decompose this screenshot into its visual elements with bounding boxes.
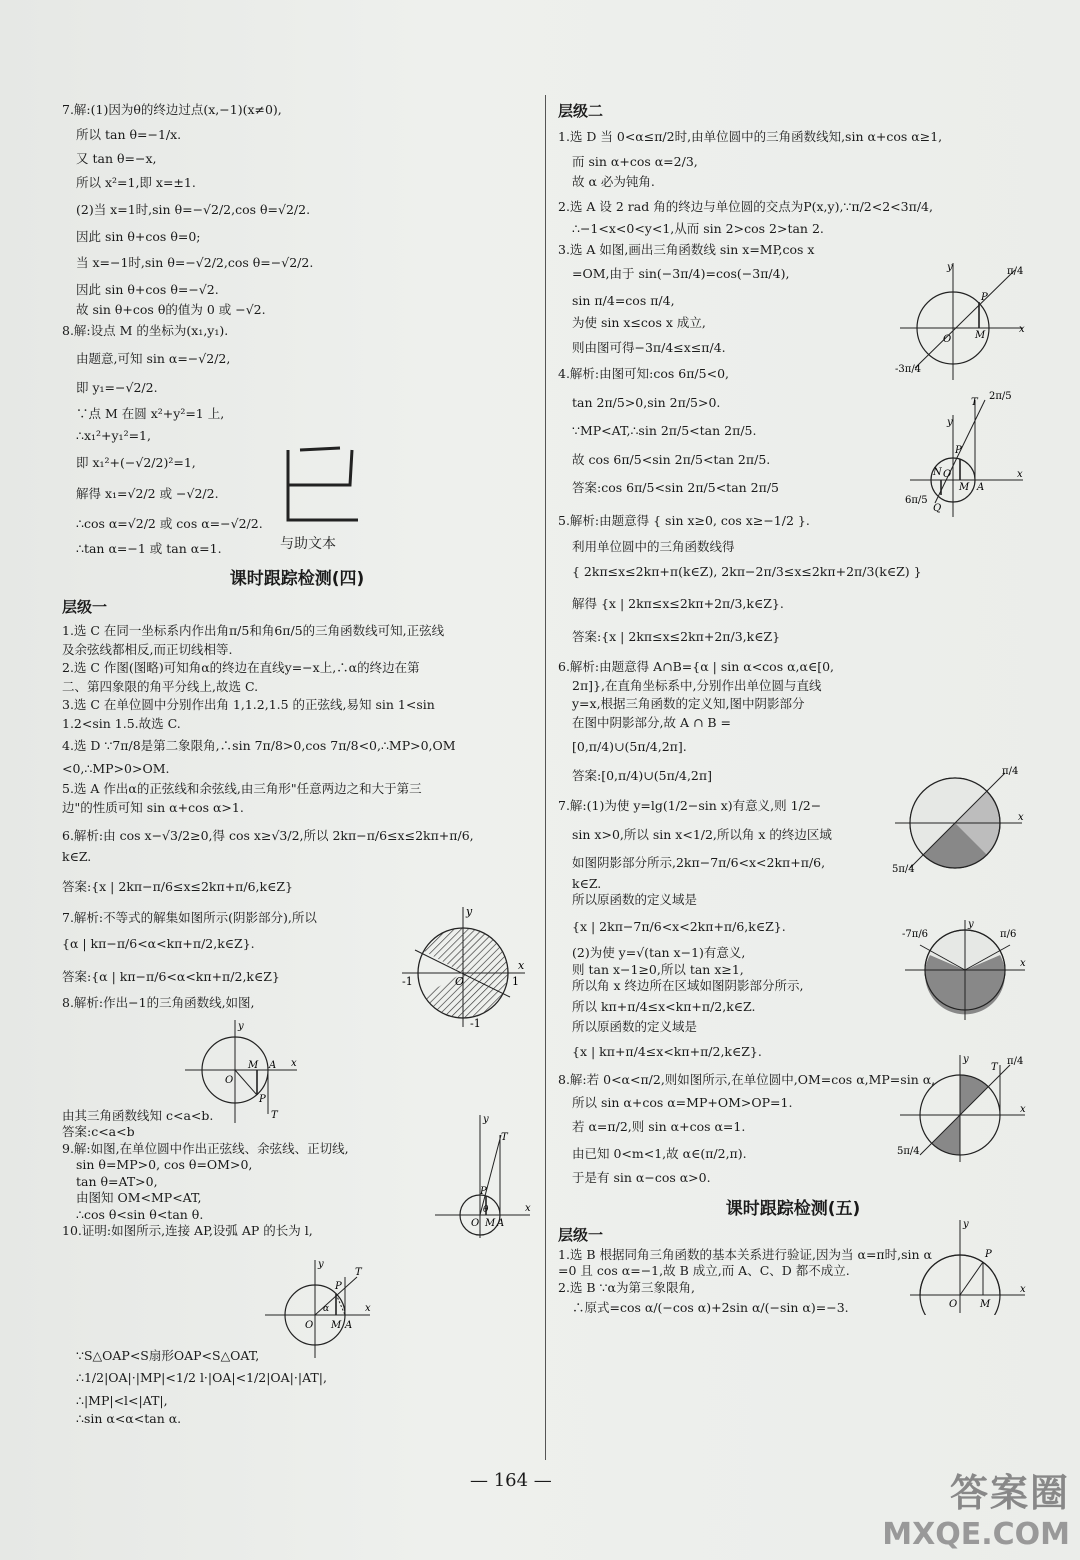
proof-conclusion <box>62 1347 532 1426</box>
text-line: 2.选 C 作图(图略)可知角α的终边在直线y=−x上,∴α的终边在第 <box>62 660 420 675</box>
text-line: sin π/4=cos π/4, <box>572 292 675 308</box>
point-Q: Q <box>933 503 942 514</box>
text-line: 2.选 A 设 2 rad 角的终边与单位圆的交点为P(x,y),∵π/2<2<3π/4, <box>558 198 933 214</box>
text-line: y=x,根据三角函数的定义知,图中阴影部分 <box>572 696 805 711</box>
x-axis-label: x <box>1020 1284 1026 1295</box>
text-line: 答案:c<a<b <box>62 1124 135 1139</box>
angle-label: -7π/6 <box>902 929 929 940</box>
text-line: 1.选 B 根据同角三角函数的基本关系进行验证,因为当 α=π时,sin α <box>558 1246 932 1262</box>
text-line: {x | kπ+π/4≤x<kπ+π/2,k∈Z}. <box>572 1043 762 1059</box>
figure-hatched-unit-circle <box>400 905 530 1030</box>
text-line: ∴cos α=√2/2 或 cos α=−√2/2. <box>76 516 263 531</box>
text-line: 7.解析:不等式的解集如图所示(阴影部分),所以 <box>62 909 317 925</box>
angle-label: π/4 <box>1007 1056 1024 1067</box>
text-line: 解得 x₁=√2/2 或 −√2/2. <box>76 485 219 501</box>
x-axis-label: x <box>1019 324 1025 335</box>
y-axis-label: y <box>963 1054 969 1065</box>
figure-unit-circle-p9 <box>435 1110 535 1240</box>
origin-label: O <box>455 975 465 988</box>
angle-label: π/4 <box>1007 266 1024 277</box>
text-line: 故 α 必为钝角. <box>572 174 655 189</box>
text-line: 即 y₁=−√2/2. <box>76 379 158 395</box>
text-line: 所以原函数的定义域是 <box>572 892 698 907</box>
point-T: T <box>991 1062 998 1073</box>
watermark <box>882 1462 1070 1552</box>
origin-label: O <box>305 1320 314 1331</box>
point-A: A <box>345 1320 353 1331</box>
angle-alpha: α <box>323 1304 330 1314</box>
angle-label: -3π/4 <box>895 364 922 375</box>
origin-label: O <box>225 1075 234 1086</box>
text-line: 3.选 C 在单位圆中分别作出角 1,1.2,1.5 的正弦线,易知 sin 1<sin <box>62 697 435 712</box>
point-N: N <box>933 467 942 478</box>
axis-label: -1 <box>402 975 413 988</box>
text-line: 9.解:如图,在单位圆中作出正弦线、余弦线、正切线, <box>62 1140 349 1156</box>
angle-theta: θ <box>483 1205 489 1215</box>
point-A: A <box>269 1060 277 1071</box>
text-line: ∴原式=cos α/(−cos α)+2sin α/(−sin α)=−3. <box>572 1300 849 1315</box>
handwriting-scribble <box>270 440 380 550</box>
x-axis-label: x <box>1020 958 1026 969</box>
text-line: sin θ=MP>0, cos θ=OM>0, <box>76 1157 253 1172</box>
x-axis-label: x <box>525 1203 531 1214</box>
x-axis-label: x <box>1018 812 1024 823</box>
point-P: P <box>985 1249 992 1260</box>
point-T: T <box>971 397 978 408</box>
text-line: 2.选 B ∵α为第三象限角, <box>558 1279 695 1295</box>
watermark-brand: 答案圈 <box>949 1471 1070 1515</box>
figure-unit-circle-p8 <box>185 1020 305 1125</box>
text-line: 答案:{x | 2kπ≤x≤2kπ+2π/3,k∈Z} <box>572 628 781 644</box>
text-line: {α | kπ−π/6<α<kπ+π/2,k∈Z}. <box>62 936 255 951</box>
text-line: =0 且 cos α=−1,故 B 成立,而 A、C、D 都不成立. <box>558 1263 850 1278</box>
handwriting-text: 与助文本 <box>280 536 336 550</box>
angle-label: π/4 <box>1002 766 1019 777</box>
text-line: 3.选 A 如图,画出三角函数线 sin x=MP,cos x <box>558 241 815 257</box>
point-M: M <box>975 330 986 341</box>
y-axis-label: y <box>947 417 953 428</box>
origin-label: O <box>471 1218 480 1229</box>
page-number: — 164 — <box>470 1470 552 1491</box>
text-line: ∴|MP|<l<|AT|, <box>76 1392 168 1408</box>
text-line: <0,∴MP>0>OM. <box>62 760 170 776</box>
x-axis-label: x <box>518 959 525 972</box>
text-line: =OM,由于 sin(−3π/4)=cos(−3π/4), <box>572 266 790 281</box>
figure-shaded-circle-r7a <box>900 915 1030 1025</box>
text-line: 7.解:(1)因为θ的终边过点(x,−1)(x≠0), <box>62 102 282 117</box>
level-heading: 层级一 <box>558 1225 604 1244</box>
figure-unit-circle-r8 <box>905 1215 1030 1315</box>
axis-label: 1 <box>512 975 519 988</box>
text-line: 1.选 C 在同一坐标系内作出角π/5和角6π/5的三角函数线可知,正弦线 <box>62 623 445 638</box>
text-line: ∴−1<x<0<y<1,从而 sin 2>cos 2>tan 2. <box>572 221 824 236</box>
point-P: P <box>981 292 988 303</box>
figure-unit-circle-r4 <box>905 385 1025 520</box>
y-axis-label: y <box>968 919 974 930</box>
figure-shaded-circle-r6 <box>890 760 1030 885</box>
point-P: P <box>259 1094 266 1105</box>
section-title-4: 课时跟踪检测(四) <box>229 569 365 589</box>
text-line: 8.解:设点 M 的坐标为(x₁,y₁). <box>62 322 229 338</box>
text-line: [0,π/4)∪(5π/4,2π]. <box>572 739 687 754</box>
text-line: tan 2π/5>0,sin 2π/5>0. <box>572 394 721 410</box>
point-M: M <box>248 1060 259 1071</box>
watermark-url: MXQE.COM <box>882 1517 1070 1552</box>
text-line: k∈Z. <box>62 848 92 864</box>
text-line: 1.2<sin 1.5.故选 C. <box>62 715 181 731</box>
text-line: 二、第四象限的角平分线上,故选 C. <box>62 678 259 694</box>
angle-label: π/6 <box>1000 929 1017 940</box>
text-line: 答案:{x | 2kπ−π/6≤x≤2kπ+π/6,k∈Z} <box>62 879 293 894</box>
text-line: 于是有 sin α−cos α>0. <box>572 1170 711 1185</box>
axis-label: -1 <box>470 1017 481 1030</box>
text-line: 所以 x²=1,即 x=±1. <box>76 174 196 190</box>
text-line: 由图知 OM<MP<AT, <box>76 1190 202 1205</box>
text-line: 而 sin α+cos α=2/3, <box>572 153 698 169</box>
text-line: ∵MP<AT,∴sin 2π/5<tan 2π/5. <box>572 423 757 438</box>
section-title-5: 课时跟踪检测(五) <box>725 1198 861 1219</box>
text-line: 在图中阴影部分,故 A ∩ B = <box>572 714 732 730</box>
level-heading: 层级一 <box>62 598 108 616</box>
text-line: 答案:cos 6π/5<sin 2π/5<tan 2π/5 <box>572 480 780 495</box>
text-line: 由题意,可知 sin α=−√2/2, <box>76 351 231 366</box>
point-T: T <box>271 1110 278 1121</box>
text-line: 1.选 D 当 0<α≤π/2时,由单位圆中的三角函数线知,sin α+cos α≥1, <box>558 129 943 144</box>
origin-label: O <box>943 469 952 480</box>
text-line: 所以 kπ+π/4≤x<kπ+π/2,k∈Z. <box>572 998 756 1014</box>
text-line: ∴cos θ<sin θ<tan θ. <box>76 1206 204 1222</box>
text-line: 4.解析:由图可知:cos 6π/5<0, <box>558 366 729 381</box>
text-line: 4.选 D ∵7π/8是第二象限角,∴sin 7π/8>0,cos 7π/8<0,∴MP>0,OM <box>62 738 456 753</box>
text-line: 所以 tan θ=−1/x. <box>76 126 182 142</box>
text-line: 6.解析:由题意得 A∩B={α | sin α<cos α,α∈[0, <box>558 659 835 674</box>
text-line: 8.解析:作出−1的三角函数线,如图, <box>62 995 255 1010</box>
x-axis-label: x <box>365 1303 371 1314</box>
point-M: M <box>331 1320 342 1331</box>
y-axis-label: y <box>238 1021 244 1032</box>
text-line: ∴sin α<α<tan α. <box>76 1411 182 1426</box>
text-line: sin x>0,所以 sin x<1/2,所以角 x 的终边区域 <box>572 826 832 842</box>
text-line: 因此 sin θ+cos θ=−√2. <box>76 281 219 297</box>
text-line: { 2kπ≤x≤2kπ+π(k∈Z), 2kπ−2π/3≤x≤2kπ+2π/3(k∈Z) } <box>572 563 922 579</box>
figure-unit-circle-p10 <box>265 1255 375 1360</box>
text-line: 5.解析:由题意得 { sin x≥0, cos x≥−1/2 }. <box>558 512 810 528</box>
level-heading: 层级二 <box>558 102 604 120</box>
point-T: T <box>355 1267 362 1278</box>
text-line: 及余弦线都相反,而正切线相等. <box>62 641 233 657</box>
text-line: 利用单位圆中的三角函数线得 <box>572 539 735 554</box>
text-line: 5.选 A 作出α的正弦线和余弦线,由三角形"任意两边之和大于第三 <box>62 781 422 796</box>
text-line: tan θ=AT>0, <box>76 1173 158 1189</box>
x-axis-label: x <box>1017 469 1023 480</box>
text-line: 7.解:(1)为使 y=lg(1/2−sin x)有意义,则 1/2− <box>558 798 822 813</box>
figure-shaded-circle-r7b <box>895 1050 1030 1165</box>
point-A: A <box>977 482 985 493</box>
text-line: 故 cos 6π/5<sin 2π/5<tan 2π/5. <box>572 451 771 467</box>
angle-label: 2π/5 <box>989 391 1012 402</box>
text-line: 因此 sin θ+cos θ=0; <box>76 228 201 244</box>
point-P: P <box>955 445 962 456</box>
text-line: 6.解析:由 cos x−√3/2≥0,得 cos x≥√3/2,所以 2kπ−π/6≤x≤2kπ+π/6, <box>62 828 474 843</box>
y-axis-label: y <box>483 1114 489 1125</box>
text-line: ∵点 M 在圆 x²+y²=1 上, <box>76 406 225 421</box>
y-axis-label: y <box>466 905 473 918</box>
y-axis-label: y <box>947 262 953 273</box>
text-line: ∵S△OAP<S扇形OAP<S△OAT, <box>76 1347 260 1363</box>
text-line: 故 sin θ+cos θ的值为 0 或 −√2. <box>76 302 266 317</box>
text-line: 为使 sin x≤cos x 成立, <box>572 315 706 330</box>
column-divider <box>545 95 546 1460</box>
origin-label: O <box>949 1299 958 1310</box>
text-line: 即 x₁²+(−√2/2)²=1, <box>76 455 196 470</box>
text-line: (2)当 x=1时,sin θ=−√2/2,cos θ=√2/2. <box>76 202 311 217</box>
point-A: A <box>497 1218 505 1229</box>
figure-unit-circle-r3 <box>895 260 1030 385</box>
text-line: {x | 2kπ−7π/6<x<2kπ+π/6,k∈Z}. <box>572 918 786 934</box>
y-axis-label: y <box>963 1219 969 1230</box>
text-line: (2)为使 y=√(tan x−1)有意义, <box>572 945 746 960</box>
point-T: T <box>501 1132 508 1143</box>
text-line: 则由图可得−3π/4≤x≤π/4. <box>572 339 726 355</box>
point-M: M <box>485 1218 496 1229</box>
text-line: 当 x=−1时,sin θ=−√2/2,cos θ=−√2/2. <box>76 255 314 270</box>
text-line: 所以 sin α+cos α=MP+OM>OP=1. <box>572 1094 793 1110</box>
angle-label: 5π/4 <box>892 864 915 875</box>
text-line: 若 α=π/2,则 sin α+cos α=1. <box>572 1119 746 1134</box>
text-line: 由已知 0<m<1,故 α∈(π/2,π). <box>572 1145 747 1161</box>
text-line: 解得 {x | 2kπ≤x≤2kπ+2π/3,k∈Z}. <box>572 596 784 611</box>
point-P: P <box>480 1186 487 1197</box>
angle-label: 5π/4 <box>897 1146 920 1157</box>
text-line: 所以原函数的定义域是 <box>572 1019 698 1034</box>
origin-label: O <box>943 334 952 345</box>
text-line: 2π]},在直角坐标系中,分别作出单位圆与直线 <box>572 677 822 693</box>
text-line: ∴x₁²+y₁²=1, <box>76 427 151 443</box>
x-axis-label: x <box>1020 1104 1026 1115</box>
x-axis-label: x <box>291 1058 297 1069</box>
point-M: M <box>980 1299 991 1310</box>
point-M: M <box>959 482 970 493</box>
y-axis-label: y <box>318 1259 324 1270</box>
point-P: P <box>335 1281 342 1292</box>
text-line: 又 tan θ=−x, <box>76 151 157 166</box>
text-line: 8.解:若 0<α<π/2,则如图所示,在单位圆中,OM=cos α,MP=sin α, <box>558 1072 936 1087</box>
text-line: 如图阴影部分所示,2kπ−7π/6<x<2kπ+π/6, <box>572 855 826 870</box>
text-line: 边"的性质可知 sin α+cos α>1. <box>62 799 244 815</box>
text-line: 答案:{α | kπ−π/6<α<kπ+π/2,k∈Z} <box>62 968 280 984</box>
angle-label: 6π/5 <box>905 495 928 506</box>
text-line: 则 tan x−1≥0,所以 tan x≥1, <box>572 961 744 977</box>
text-line: ∴tan α=−1 或 tan α=1. <box>76 540 222 556</box>
text-line: ∴1/2|OA|·|MP|<1/2 l·|OA|<1/2|OA|·|AT|, <box>76 1370 327 1385</box>
text-line: 由其三角函数线知 c<a<b. <box>62 1107 214 1123</box>
text-line: 10.证明:如图所示,连接 AP,设弧 AP 的长为 l, <box>62 1223 313 1238</box>
text-line: 所以角 x 终边所在区域如图阴影部分所示, <box>572 978 804 993</box>
text-line: 答案:[0,π/4)∪(5π/4,2π] <box>572 767 712 783</box>
text-line: k∈Z. <box>572 875 602 891</box>
